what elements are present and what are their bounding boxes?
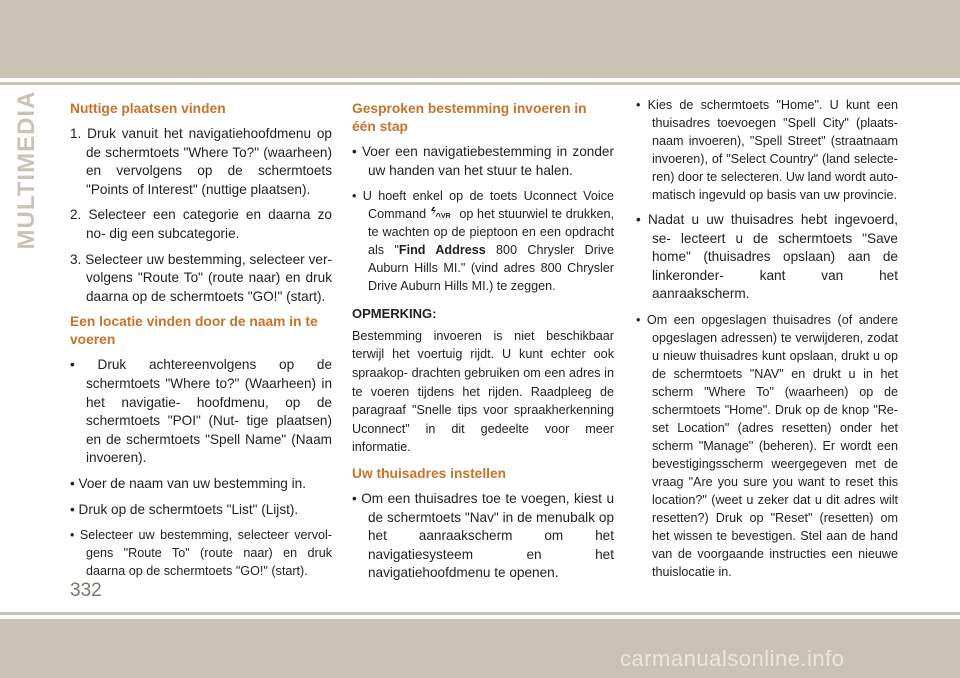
- bullet-voice-command: • U hoeft enkel op de toets Uconnect Voice Command VR op het stuurwiel te drukken, te wachten op de pieptoon en een opdracht als "Find Address 800 Chrysler Drive Auburn Hills MI." (vind adres 800 Chrysler Drive Auburn Hills MI.) te zeggen.: [352, 189, 615, 294]
- svg-text:VR: VR: [440, 213, 451, 221]
- heading-voice-destination: Gesproken bestemming invoeren in één stap: [352, 101, 587, 134]
- section-tab: [10, 90, 44, 250]
- section-tab-label: MULTIMEDIA: [13, 90, 40, 250]
- header-band: [0, 0, 960, 78]
- step-3: 3. Selecteer uw bestemming, selecteer ver- volgens "Route To" (route naar) en druk daarna op de schermtoets "GO!" (start).: [70, 251, 332, 304]
- footer-rule: [0, 612, 960, 615]
- watermark: carmanualsonline.info: [620, 646, 845, 671]
- bullet-reset-home: • Om een opgeslagen thuisadres (of andere opgeslagen adressen) te verwijderen, zodat u nieuw thuisadres kunt opslaan, drukt u op de schermtoets "NAV" en drukt u in het scherm "Where To" (waarheen) op de schermtoets "Home". Druk op de knop "Re- set Location" (adres resetten) onder het scherm "Manage" (beheren). Er wordt een bevestigingsscherm weergegeven met de vraag "Are you sure you want to reset this location?" (weet u zeker dat u dit adres wilt resetten?) Druk op "Reset" (resetten) om het wissen te bevestigen. Stel aan de hand van de voorgaande instructies een nieuwe thuislocatie in.: [636, 312, 898, 579]
- column-middle: [352, 96, 614, 590]
- bullet-1: • Druk achtereenvolgens op de schermtoets "Where to?" (Waarheen) in het navigatie- hoofdmenu, op de schermtoets "POI" (Nut- tige plaatsen) en de schermtoets "Spell Name" (Naam invoeren).: [70, 357, 332, 466]
- note-text: Bestemming invoeren is niet beschikbaar terwijl het voertuig rijdt. U kunt echter ook spraakop- drachten gebruiken om een adres in te voeren tijdens het rijden. Raadpleeg de paragraaf "Snelle tips voor spraakherkenning Uconnect" in dit gedeelte voor meer informatie.: [352, 328, 614, 455]
- bullet-4: • Selecteer uw bestemming, selecteer vervol- gens "Route To" (route naar) en druk daarna op de schermtoets "GO!" (start).: [70, 528, 332, 579]
- voice-command-icon: [430, 206, 456, 220]
- page-number: 332: [70, 580, 102, 601]
- note-heading: OPMERKING:: [352, 306, 437, 322]
- heading-find-by-name: Een locatie vinden door de naam in te voeren: [70, 314, 318, 348]
- heading-poi: Nuttige plaatsen vinden: [70, 101, 226, 116]
- heading-home-address: Uw thuisadres instellen: [352, 465, 507, 481]
- column-left: [70, 96, 332, 587]
- bullet-home-key: • Kies de schermtoets "Home". U kunt een thuisadres toevoegen "Spell City" (plaats- naam invoeren), "Spell Street" (straatnaam invoeren), of "Select Country" (land selecte- ren) door te selecteren. Uw land wordt auto- matisch ingevuld op basis van uw provincie.: [636, 98, 898, 202]
- bullet-save-home: • Nadat u uw thuisadres hebt ingevoerd, se- lecteert u de schermtoets "Save home" (thuisadres opslaan) aan de linkeronder- kant van het aanraakscherm.: [636, 212, 898, 302]
- step-1: 1. Druk vanuit het navigatiehoofdmenu op de schermtoets "Where To?" (waarheen) en vervolgens op de schermtoets "Points of Interest" (nuttige plaatsen).: [70, 126, 332, 197]
- column-right: [636, 96, 898, 588]
- header-rule: [0, 82, 960, 85]
- bullet-add-home: • Om een thuisadres toe te voegen, kiest u de schermtoets "Nav" in de menubalk op het aanraakscherm om het navigatiesysteem en het navigatiehoofdmenu te openen.: [352, 490, 614, 581]
- bullet-hands-free: • Voer een navigatiebestemming in zonder uw handen van het stuur te halen.: [352, 144, 614, 178]
- bullet-3: • Druk op de schermtoets "List" (Lijst).: [70, 501, 299, 517]
- bullet-2: • Voer de naam van uw bestemming in.: [70, 475, 306, 491]
- step-2: 2. Selecteer een categorie en daarna zo no- dig een subcategorie.: [70, 207, 332, 241]
